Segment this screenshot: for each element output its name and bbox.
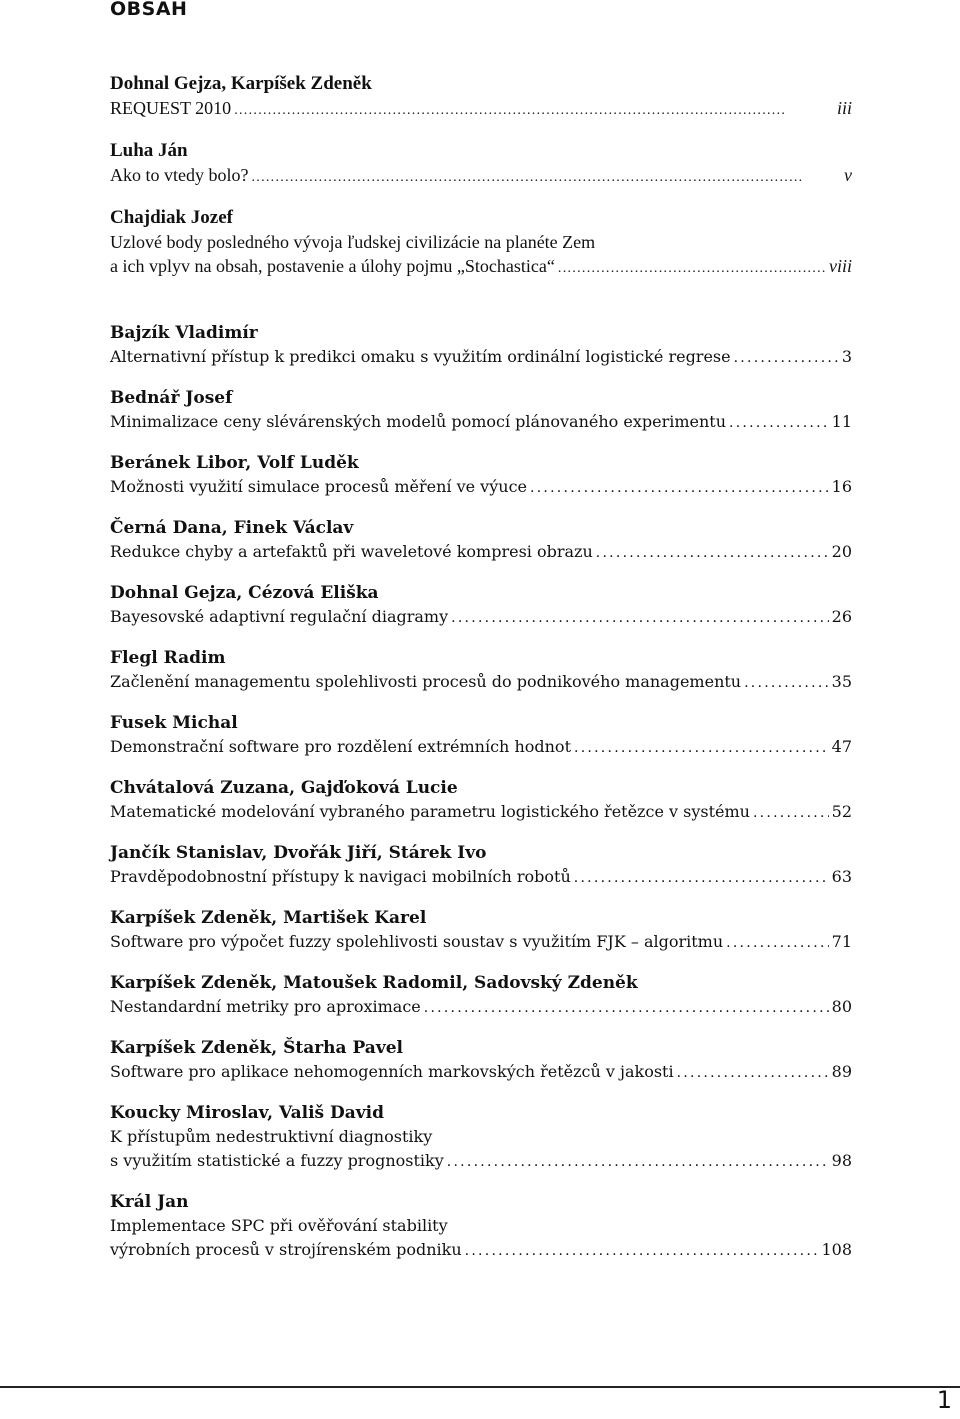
toc-entry-title: Bayesovské adaptivní regulační diagramy — [110, 607, 449, 626]
toc-entry-title-line — [110, 475, 852, 500]
dot-leader — [596, 541, 829, 565]
toc-entry-title-line — [110, 254, 852, 281]
table-of-contents — [110, 72, 852, 1263]
toc-entry-page-number: 20 — [831, 542, 852, 561]
toc-entry-title: Software pro aplikace nehomogenních markovských řetězců v jakosti — [110, 1062, 674, 1081]
dot-leader — [451, 606, 829, 630]
dot-leader — [530, 476, 829, 500]
toc-entry-title: Matematické modelování vybraného parametru logistického řetězce v systému — [110, 802, 750, 821]
toc-entry-title-line — [110, 540, 852, 565]
toc-entry-title: Demonstrační software pro rozdělení extrémních hodnot — [110, 737, 571, 756]
toc-entry-title-line — [110, 1238, 852, 1263]
toc-entry-authors: Bajzík Vladimír — [110, 323, 258, 343]
toc-entry-title-line — [110, 735, 852, 760]
dot-leader — [558, 257, 826, 281]
toc-entry[interactable] — [110, 581, 852, 630]
toc-entry-page-number: 71 — [831, 932, 852, 951]
toc-entry-authors: Flegl Radim — [110, 648, 226, 668]
toc-entry-title: Redukce chyby a artefaktů při waveletové kompresi obrazu — [110, 542, 593, 561]
toc-entry-title-line — [110, 605, 852, 630]
toc-entry-page-number: 35 — [831, 672, 852, 691]
dot-leader — [734, 346, 839, 370]
toc-entry-title: s využitím statistické a fuzzy prognostiky — [110, 1151, 444, 1170]
toc-entry-title-line — [110, 163, 852, 190]
toc-entry-title-line: Uzlové body posledného vývoja ľudskej civilizácie na planéte Zem — [110, 232, 596, 252]
toc-entry-page-number: v — [844, 165, 852, 185]
toc-entry-authors: Luha Ján — [110, 140, 188, 161]
toc-entry-page-number: iii — [836, 98, 852, 118]
toc-entry-authors: Chajdiak Jozef — [110, 207, 233, 228]
toc-entry[interactable] — [110, 72, 852, 123]
toc-entry-title: Nestandardní metriky pro aproximace — [110, 997, 421, 1016]
toc-entry-title-line: K přístupům nedestruktivní diagnostiky — [110, 1127, 433, 1146]
footer-page-number: 1 — [936, 1386, 952, 1414]
toc-entry[interactable] — [110, 1190, 852, 1263]
toc-entry-title: REQUEST 2010 — [110, 98, 232, 118]
toc-entry-title-line — [110, 96, 852, 123]
toc-entry-title-line — [110, 1060, 852, 1085]
toc-entry[interactable] — [110, 971, 852, 1020]
toc-entry-page-number: 80 — [831, 997, 852, 1016]
toc-entry-title: Minimalizace ceny slévárenských modelů pomocí plánovaného experimentu — [110, 412, 727, 431]
dot-leader — [424, 996, 829, 1020]
dot-leader — [251, 166, 841, 190]
toc-entry-title: Software pro výpočet fuzzy spolehlivosti soustav s využitím FJK – algoritmu — [110, 932, 724, 951]
toc-entry[interactable] — [110, 1036, 852, 1085]
toc-entry-authors: Dohnal Gejza, Karpíšek Zdeněk — [110, 73, 372, 94]
toc-entry-page-number: 98 — [831, 1151, 852, 1170]
dot-leader — [234, 99, 834, 123]
dot-leader — [726, 931, 828, 955]
toc-entry[interactable] — [110, 516, 852, 565]
toc-entry-title-line — [110, 800, 852, 825]
toc-entry-authors: Karpíšek Zdeněk, Matoušek Radomil, Sadovský Zdeněk — [110, 973, 638, 993]
toc-entry-authors: Chvátalová Zuzana, Gajďoková Lucie — [110, 778, 458, 798]
toc-entry-title-line — [110, 930, 852, 955]
toc-entry-authors: Beránek Libor, Volf Luděk — [110, 453, 359, 473]
toc-entry-page-number: 47 — [831, 737, 852, 756]
toc-entry-authors: Bednář Josef — [110, 388, 233, 408]
toc-entry-title-line — [110, 1149, 852, 1174]
dot-leader — [447, 1150, 829, 1174]
toc-entry-authors: Král Jan — [110, 1192, 189, 1212]
toc-entry[interactable] — [110, 321, 852, 370]
footer-rule — [0, 1386, 960, 1388]
toc-entry[interactable] — [110, 139, 852, 190]
dot-leader — [465, 1239, 819, 1263]
dot-leader — [574, 866, 829, 890]
toc-entry-page-number: 108 — [821, 1240, 852, 1259]
toc-entry-page-number: 11 — [831, 412, 852, 431]
dot-leader — [753, 801, 829, 825]
toc-entry[interactable] — [110, 646, 852, 695]
toc-entry-authors: Koucky Miroslav, Vališ David — [110, 1103, 385, 1123]
toc-entry[interactable] — [110, 386, 852, 435]
toc-entry-page-number: 16 — [831, 477, 852, 496]
toc-entry-title: Možnosti využití simulace procesů měření ve výuce — [110, 477, 527, 496]
toc-entry[interactable] — [110, 451, 852, 500]
dot-leader — [677, 1061, 829, 1085]
toc-entry-authors: Fusek Michal — [110, 713, 238, 733]
page-heading: OBSAH — [110, 0, 188, 20]
toc-entry-authors: Černá Dana, Finek Václav — [110, 518, 354, 538]
dot-leader — [729, 411, 829, 435]
toc-entry-page-number: 63 — [831, 867, 852, 886]
toc-entry-title-line — [110, 345, 852, 370]
toc-entry-title-line — [110, 410, 852, 435]
toc-entry-page-number: 26 — [831, 607, 852, 626]
toc-entry-authors: Karpíšek Zdeněk, Štarha Pavel — [110, 1038, 403, 1058]
toc-entry-page-number: 3 — [841, 347, 852, 366]
toc-entry-title: Pravděpodobnostní přístupy k navigaci mobilních robotů — [110, 867, 571, 886]
toc-entry-authors: Karpíšek Zdeněk, Martišek Karel — [110, 908, 427, 928]
toc-entry-title: Začlenění managementu spolehlivosti procesů do podnikového managementu — [110, 672, 742, 691]
toc-entry[interactable] — [110, 841, 852, 890]
toc-entry-title: výrobních procesů v strojírenském podniku — [110, 1240, 462, 1259]
toc-entry-title-line — [110, 865, 852, 890]
toc-entry-title-line: Implementace SPC při ověřování stability — [110, 1216, 448, 1235]
toc-entry-page-number: 52 — [831, 802, 852, 821]
toc-entry[interactable] — [110, 776, 852, 825]
dot-leader — [574, 736, 829, 760]
toc-entry-title-line — [110, 995, 852, 1020]
toc-entry-page-number: 89 — [831, 1062, 852, 1081]
dot-leader — [744, 671, 829, 695]
toc-entry-authors: Jančík Stanislav, Dvořák Jiří, Stárek Ivo — [110, 843, 487, 863]
toc-entry-title-line — [110, 670, 852, 695]
toc-entry[interactable] — [110, 711, 852, 760]
toc-entry-page-number: viii — [829, 256, 852, 276]
toc-entry-authors: Dohnal Gejza, Cézová Eliška — [110, 583, 379, 603]
toc-entry-title: a ich vplyv na obsah, postavenie a úlohy pojmu „Stochastica“ — [110, 256, 555, 276]
toc-entry[interactable] — [110, 1101, 852, 1174]
toc-entry-title: Ako to vtedy bolo? — [110, 165, 249, 185]
toc-entry[interactable] — [110, 206, 852, 281]
toc-entry[interactable] — [110, 906, 852, 955]
toc-entry-title: Alternativní přístup k predikci omaku s využitím ordinální logistické regrese — [110, 347, 731, 366]
